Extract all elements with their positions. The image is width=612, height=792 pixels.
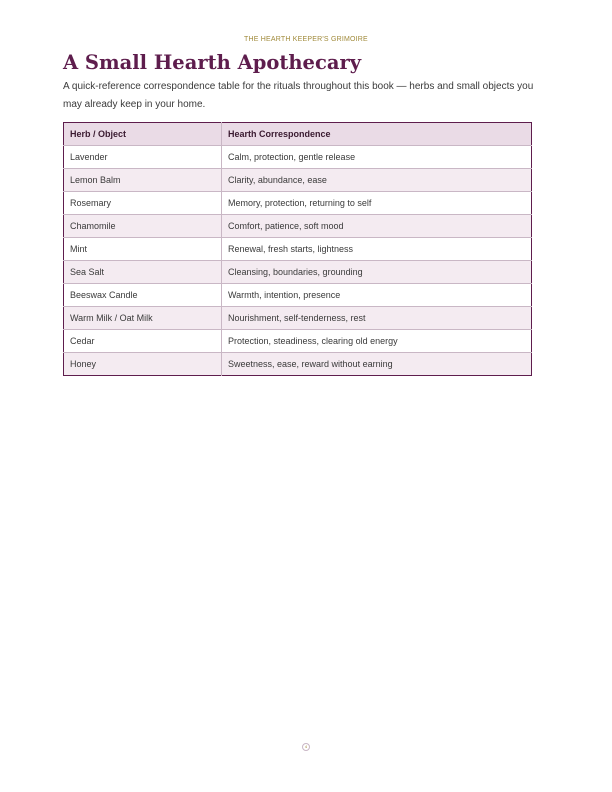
- table-row: [64, 169, 532, 192]
- table-row: [64, 284, 532, 307]
- running-header: THE HEARTH KEEPER'S GRIMOIRE: [244, 36, 368, 43]
- herb-cell: Sea Salt: [64, 261, 222, 284]
- correspondence-table: [63, 122, 532, 376]
- table-row: [64, 146, 532, 169]
- column-header-herb: Herb / Object: [64, 123, 222, 146]
- herb-cell: Beeswax Candle: [64, 284, 222, 307]
- table-header-row: [64, 123, 532, 146]
- correspondence-cell: Nourishment, self-tenderness, rest: [222, 307, 532, 330]
- correspondence-table-container: [63, 122, 532, 376]
- intro-paragraph: A quick-reference correspondence table for the rituals throughout this book — herbs and small objects you may already keep in your home.: [63, 81, 534, 110]
- herb-cell: Chamomile: [64, 215, 222, 238]
- herb-cell: Cedar: [64, 330, 222, 353]
- herb-cell: Mint: [64, 238, 222, 261]
- herb-cell: Rosemary: [64, 192, 222, 215]
- herb-cell: Honey: [64, 353, 222, 376]
- correspondence-cell: Clarity, abundance, ease: [222, 169, 532, 192]
- table-row: [64, 261, 532, 284]
- correspondence-cell: Sweetness, ease, reward without earning: [222, 353, 532, 376]
- correspondence-cell: Renewal, fresh starts, lightness: [222, 238, 532, 261]
- herb-cell: Warm Milk / Oat Milk: [64, 307, 222, 330]
- table-row: [64, 330, 532, 353]
- table-row: [64, 307, 532, 330]
- correspondence-cell: Warmth, intention, presence: [222, 284, 532, 307]
- herb-cell: Lavender: [64, 146, 222, 169]
- correspondence-cell: Protection, steadiness, clearing old energy: [222, 330, 532, 353]
- table-row: [64, 353, 532, 376]
- column-header-correspondence: Hearth Correspondence: [222, 123, 532, 146]
- table-row: [64, 238, 532, 261]
- correspondence-cell: Calm, protection, gentle release: [222, 146, 532, 169]
- page-number-mark: 4: [302, 743, 310, 751]
- table-row: [64, 192, 532, 215]
- correspondence-cell: Cleansing, boundaries, grounding: [222, 261, 532, 284]
- page-title: A Small Hearth Apothecary: [63, 51, 362, 74]
- table-row: [64, 215, 532, 238]
- correspondence-cell: Comfort, patience, soft mood: [222, 215, 532, 238]
- herb-cell: Lemon Balm: [64, 169, 222, 192]
- correspondence-cell: Memory, protection, returning to self: [222, 192, 532, 215]
